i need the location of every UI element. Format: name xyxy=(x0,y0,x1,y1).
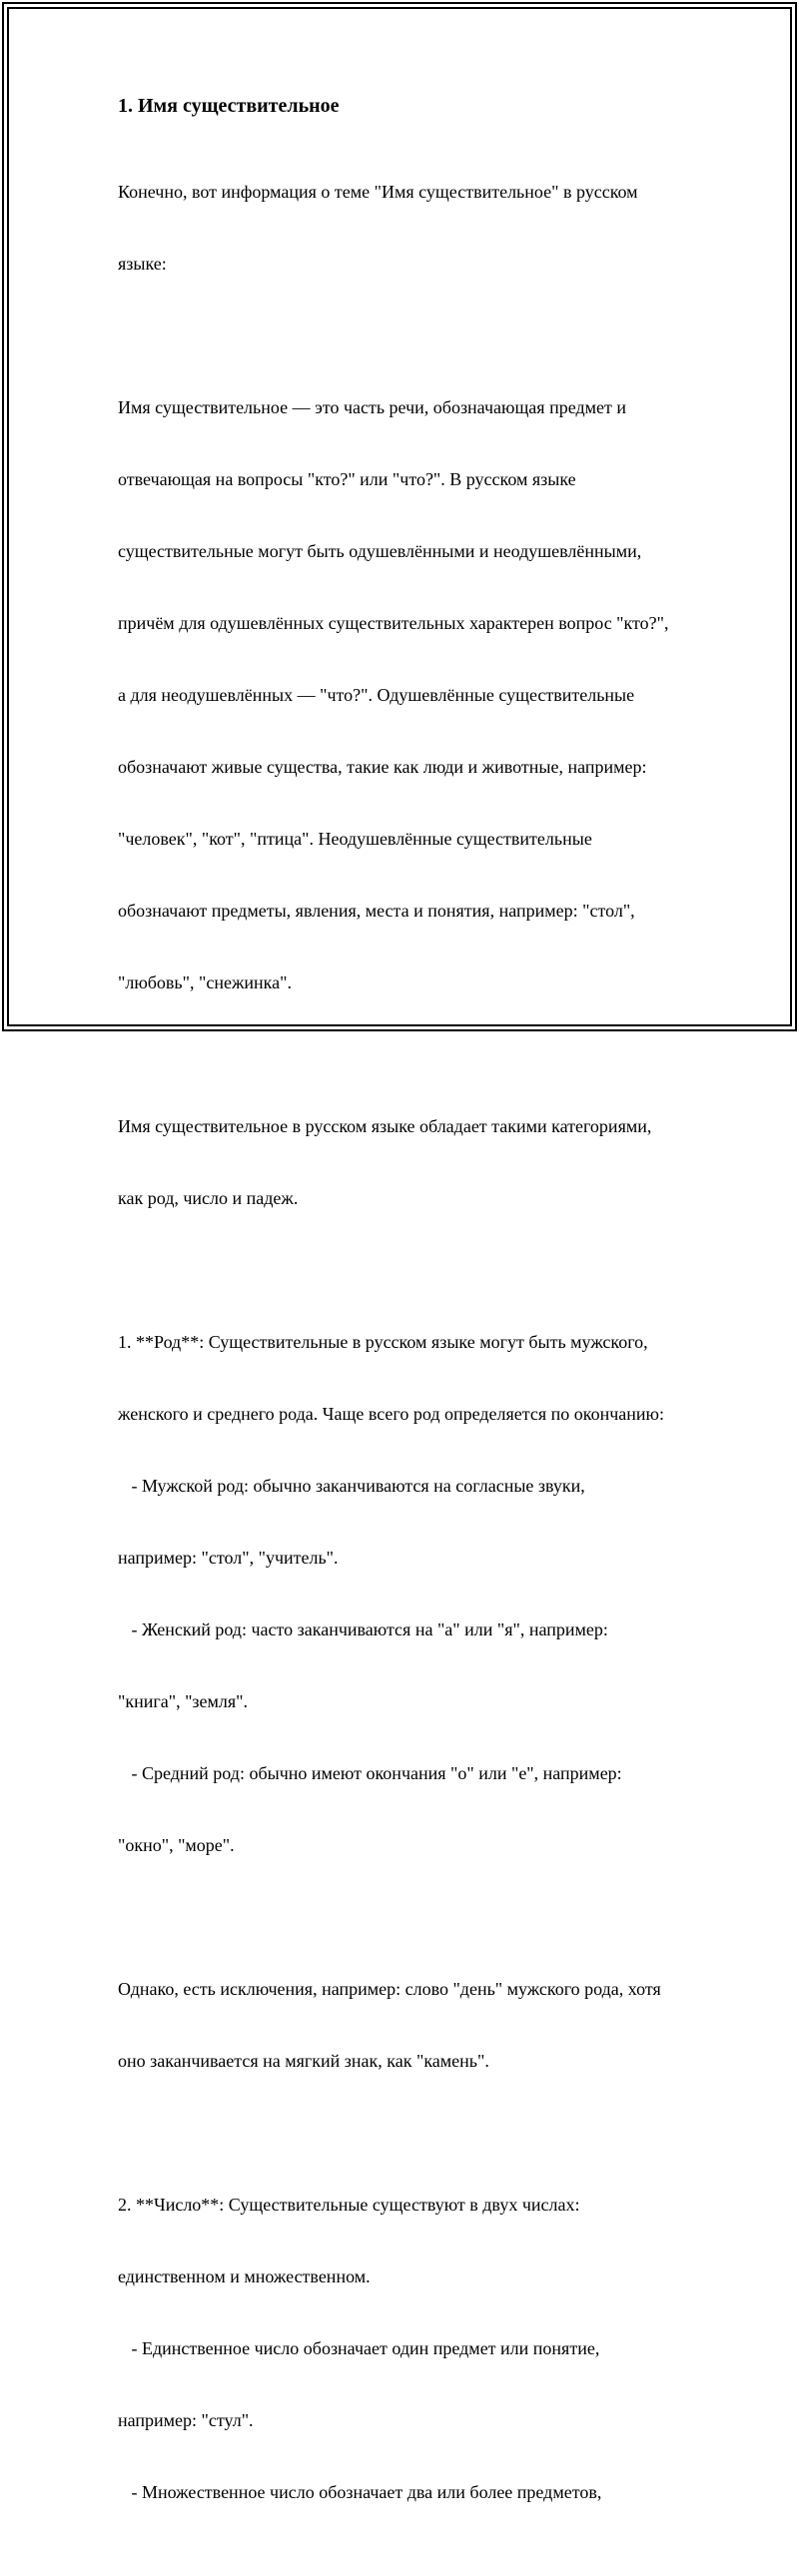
text-line: например: "стул". xyxy=(118,2410,254,2430)
list-item-line: - Множественное число обозначает два или более предметов, xyxy=(118,2482,602,2502)
text-line: а для неодушевлённых — "что?". Одушевлённые существительные xyxy=(118,685,635,705)
text-line: "любовь", "снежинка". xyxy=(118,972,292,992)
text-line: например: "стол", "учитель". xyxy=(118,1548,339,1568)
text-line: Конечно, вот информация о теме "Имя существительное" в русском xyxy=(118,182,638,202)
text-line: единственном и множественном. xyxy=(118,2266,371,2286)
document-content xyxy=(118,92,707,2576)
categories-paragraph xyxy=(118,1066,707,1258)
number-paragraph xyxy=(118,2145,707,2552)
text-line: отвечающая на вопросы "кто?" или "что?". В русском языке xyxy=(118,469,576,489)
text-line: Имя существительное — это часть речи, обозначающая предмет и xyxy=(118,397,626,417)
definition-paragraph xyxy=(118,347,707,1042)
list-item-line: - Единственное число обозначает один предмет или понятие, xyxy=(118,2338,600,2358)
text-line: существительные могут быть одушевлёнными и неодушевлёнными, xyxy=(118,541,642,561)
list-item-line: - Средний род: обычно имеют окончания "о" или "е", например: xyxy=(118,1763,622,1783)
list-item-line: - Мужской род: обычно заканчиваются на согласные звуки, xyxy=(118,1476,585,1496)
text-line: женского и среднего рода. Чаще всего род определяется по окончанию: xyxy=(118,1404,664,1424)
text-line: как род, число и падеж. xyxy=(118,1188,299,1208)
text-line: обозначают предметы, явления, места и понятия, например: "стол", xyxy=(118,901,635,921)
text-line: обозначают живые существа, такие как люди и животные, например: xyxy=(118,757,647,777)
intro-paragraph xyxy=(118,132,707,323)
text-line: "окно", "море". xyxy=(118,1835,235,1855)
text-line: оно заканчивается на мягкий знак, как "камень". xyxy=(118,2051,489,2071)
text-line: Имя существительное в русском языке обладает такими категориями, xyxy=(118,1116,652,1136)
text-line: причём для одушевлённых существительных характерен вопрос "кто?", xyxy=(118,613,669,633)
text-line: 2. **Число**: Существительные существуют в двух числах: xyxy=(118,2195,580,2215)
text-line: "человек", "кот", "птица". Неодушевлённые существительные xyxy=(118,829,592,849)
text-line: Однако, есть исключения, например: слово "день" мужского рода, хотя xyxy=(118,1979,661,1999)
gender-paragraph xyxy=(118,1282,707,1905)
list-item-line: - Женский род: часто заканчиваются на "а" или "я", например: xyxy=(118,1619,608,1639)
text-line: языке: xyxy=(118,254,167,274)
section-heading: 1. Имя существительное xyxy=(118,95,340,117)
exceptions-paragraph xyxy=(118,1929,707,2121)
text-line: "книга", "земля". xyxy=(118,1691,249,1711)
text-line: 1. **Род**: Существительные в русском языке могут быть мужского, xyxy=(118,1332,648,1352)
